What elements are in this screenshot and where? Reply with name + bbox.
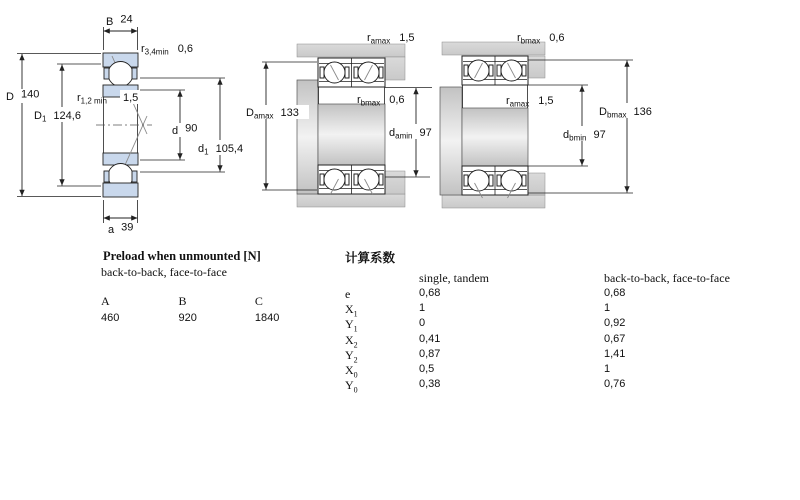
calc-title: 计算系数 — [345, 250, 396, 265]
dim-Dbmax: $D_{bmax}$ 136 — [599, 106, 652, 120]
shaft-core — [318, 104, 385, 165]
dim-dbmin: $d_{bmin}$ 97 — [563, 129, 606, 143]
dim-d1: $d_1$ 105,4 — [198, 143, 244, 157]
calc-row-x0: $X_0$ 0,5 1 — [345, 362, 611, 380]
dim-a: a 39 — [108, 221, 134, 236]
calc-row-y1: $Y_1$ 0 0,92 — [345, 317, 626, 334]
bearing-pair-bottom — [318, 165, 385, 194]
preload-value-B: 920 — [178, 312, 197, 324]
preload-value-A: 460 — [101, 312, 120, 324]
calc-col2-header: back-to-back, face-to-face — [604, 271, 730, 285]
bearing-pair-top — [318, 58, 385, 87]
dim-r34min: $r_{3,4min}$ 0,6 — [141, 43, 193, 57]
preload-title: Preload when unmounted [N] — [103, 249, 261, 263]
dim-d: d 90 — [172, 122, 198, 137]
preload-value-C: 1840 — [254, 312, 280, 324]
shaft-step-left — [297, 80, 318, 194]
dim-ramax: $r_{amax}$ 1,5 — [367, 32, 415, 46]
single-bearing-figure — [3, 14, 254, 237]
preload-value-row — [101, 308, 335, 326]
ball-top — [108, 62, 133, 87]
housing-bottom — [442, 195, 545, 208]
dim-D1: $D_1$ 124,6 — [34, 110, 81, 124]
bearing-pair-bottom — [462, 166, 528, 198]
calc-row-x2: $X_2$ 0,41 0,67 — [345, 332, 626, 349]
preload-col-C: C — [254, 294, 263, 308]
calc-row-e: e 0,68 0,68 — [345, 287, 626, 301]
dim-rbmax: $r_{bmax}$ 0,6 — [517, 32, 565, 46]
dim-r12min: $r_{1,2 min}$ — [77, 92, 107, 106]
technical-drawing — [0, 0, 800, 245]
dim-damin: $d_{amin}$ 97 — [389, 127, 432, 141]
shaft-core — [462, 108, 528, 166]
dim-Damax: $D_{amax}$ 133 — [246, 107, 299, 121]
shaft-step-left — [440, 87, 462, 195]
calc-row-y2: $Y_2$ 0,87 1,41 — [345, 347, 626, 365]
calc-row-y0: $Y_0$ 0,38 0,76 — [345, 378, 626, 395]
dim-B: B 24 — [106, 13, 133, 28]
mounted-pair-figure-b — [440, 32, 662, 208]
preload-subtitle: back-to-back, face-to-face — [101, 265, 227, 279]
calc-rows — [345, 287, 785, 393]
dim-rbmax: $r_{bmax}$ 0,6 — [357, 94, 405, 108]
housing-bottom — [297, 194, 405, 207]
mounted-pair-figure-a — [243, 32, 434, 207]
dim-r12min-value: 1,5 — [123, 92, 139, 104]
calc-col1-header: single, tandem — [419, 271, 489, 285]
outer-ring-bottom — [103, 183, 138, 197]
preload-col-A: A — [101, 294, 110, 308]
housing-top — [297, 44, 405, 57]
preload-col-B: B — [178, 294, 187, 308]
calc-row-x1: $X_1$ 1 1 — [345, 302, 611, 319]
dim-D: D 140 — [6, 88, 40, 103]
bearing-pair-top — [462, 56, 528, 85]
dim-ramax: $r_{amax}$ 1,5 — [506, 95, 554, 109]
